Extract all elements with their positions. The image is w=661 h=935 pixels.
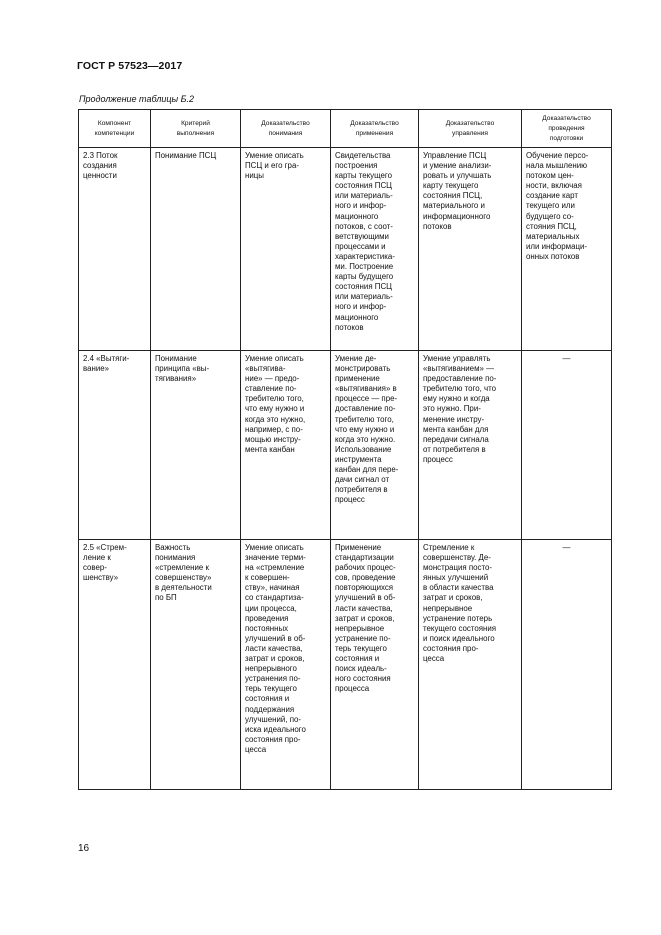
table-cell: Управление ПСЦ и умение анализи- ровать и улучшать карту текущего состояния ПСЦ, материального и информационного потоков bbox=[419, 148, 522, 351]
column-header: Компонент компетенции bbox=[79, 110, 151, 148]
column-header: Критерий выполнения bbox=[151, 110, 241, 148]
table-cell: Умение управлять «вытягиванием» — предоставление по- требителю того, что ему нужно и когда это нужно. При- менение инстру- мента канбан для передачи сигнала от потребителя в процесс bbox=[419, 351, 522, 540]
document-header: ГОСТ Р 57523—2017 bbox=[77, 60, 183, 72]
table-cell: Понимание ПСЦ bbox=[151, 148, 241, 351]
table-cell: Умение де- монстрировать применение «вытягивания» в процессе — пре- доставление по- требителю того, что ему нужно и когда это нужно. Использование инструмента канбан для пере- дачи сигнал от потребителя в процесс bbox=[331, 351, 419, 540]
table-row bbox=[79, 148, 612, 351]
table-cell: Свидетельства построения карты текущего состояния ПСЦ или материаль- ного и инфор- мационного потоков, с соот- ветствующими процессами и характеристика- ми. Построение карты будущего состояния ПСЦ или материаль- ного и инфор- мационного потоков bbox=[331, 148, 419, 351]
table-cell: Важность понимания «стремление к совершенству» в деятельности по БП bbox=[151, 540, 241, 790]
table-cell: Умение описать значение терми- на «стремление к совершен- ству», начиная со стандартиза- ции процесса, проведения постоянных улучшений в об- ласти качества, затрат и сроков, непрерывного устранения по- терь текущего состояния и поддержания улучшений, по- иска идеального состояния про- цесса bbox=[241, 540, 331, 790]
table-cell: — bbox=[522, 351, 612, 540]
column-header: Доказательство применения bbox=[331, 110, 419, 148]
page-number: 16 bbox=[78, 843, 90, 854]
table-cell: — bbox=[522, 540, 612, 790]
table-cell: Умение описать «вытягива- ние» — предо- ставление по- требителю того, что ему нужно и когда это нужно, например, с по- мощью инстру- мента канбан bbox=[241, 351, 331, 540]
table-cell: Применение стандартизации рабочих процес- сов, проведение повторяющихся улучшений в об- ласти качества, затрат и сроков, непрерывное устранение по- терь текущего состояния и поиск идеаль- ного состояния процесса bbox=[331, 540, 419, 790]
table-header-row bbox=[79, 110, 612, 148]
table-cell: Умение описать ПСЦ и его гра- ницы bbox=[241, 148, 331, 351]
table-cell: Понимание принципа «вы- тягивания» bbox=[151, 351, 241, 540]
table-cell: Обучение персо- нала мышлению потоком цен- ности, включая создание карт текущего или будущего со- стояния ПСЦ, материальных или информаци- онных потоков bbox=[522, 148, 612, 351]
table-cell: 2.3 Поток создания ценности bbox=[79, 148, 151, 351]
table-cell: 2.4 «Вытяги- вание» bbox=[79, 351, 151, 540]
table-cell: Стремление к совершенству. Де- монстрация посто- янных улучшений в области качества затрат и сроков, непрерывное устранение потерь текущего состояния и поиск идеального состояния про- цесса bbox=[419, 540, 522, 790]
table-row bbox=[79, 351, 612, 540]
column-header: Доказательство проведения подготовки bbox=[522, 110, 612, 148]
column-header: Доказательство управления bbox=[419, 110, 522, 148]
requirements-table bbox=[78, 109, 612, 790]
table-caption: Продолжение таблицы Б.2 bbox=[79, 94, 195, 104]
table-row bbox=[79, 540, 612, 790]
column-header: Доказательство понимания bbox=[241, 110, 331, 148]
table-cell: 2.5 «Стрем- ление к совер- шенству» bbox=[79, 540, 151, 790]
